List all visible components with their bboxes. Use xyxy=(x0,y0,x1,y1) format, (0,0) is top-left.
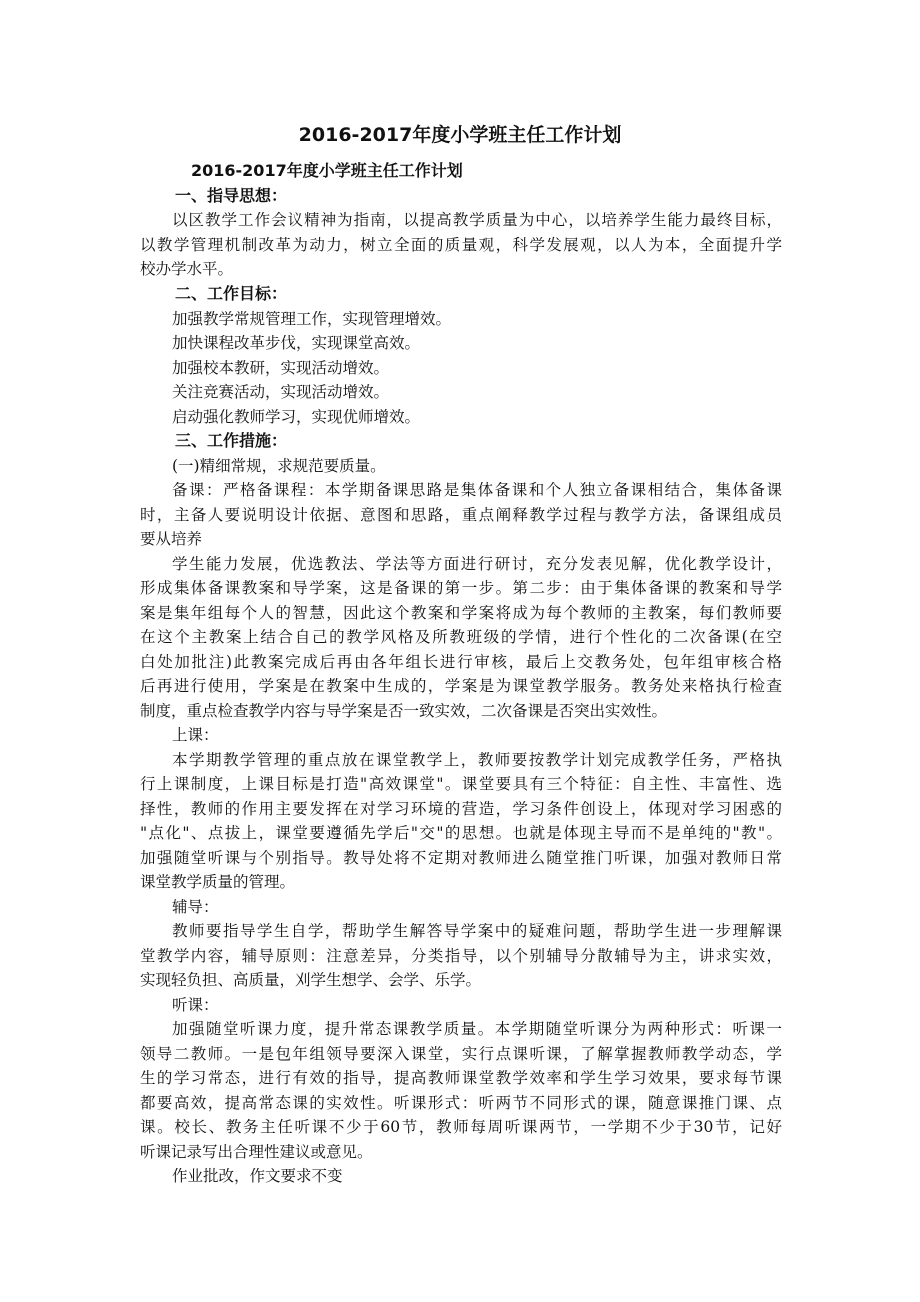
paragraph-line: 在这个主教案上结合自己的教学风格及所教班级的学情，进行个性化的二次备课(在空 xyxy=(140,628,782,646)
goal-item: 关注竞赛活动，实现活动增效。 xyxy=(172,383,390,401)
paragraph-line: 以区教学工作会议精神为指南，以提高教学质量为中心，以培养学生能力最终目标， xyxy=(172,211,782,229)
goal-item: 启动强化教师学习，实现优师增效。 xyxy=(172,408,421,426)
paragraph-line: 要从培养 xyxy=(140,530,203,548)
page-title: 2016-2017年度小学班主任工作计划 xyxy=(298,124,622,146)
section-heading-2: 二、工作目标： xyxy=(175,284,288,303)
paragraph-line: "点化"、点拔上，课堂要遵循先学后"交"的思想。也就是体现主导而不是单纯的"教"。 xyxy=(140,824,782,842)
paragraph-line: 以教学管理机制改革为动力，树立全面的质量观，科学发展观，以人为本，全面提升学 xyxy=(140,236,782,254)
goal-item: 加快课程改革步伐，实现课堂高效。 xyxy=(172,334,421,352)
paragraph-line: 课堂教学质量的管理。 xyxy=(140,873,296,891)
paragraph-line: 领导二教师。一是包年组领导要深入课堂，实行点课听课，了解掌握教师教学动态，学 xyxy=(140,1045,782,1063)
paragraph-line: 课。校长、教务主任听课不少于60节，教师每周听课两节，一学期不少于30节，记好 xyxy=(140,1118,782,1136)
subheading-observation: 听课： xyxy=(172,996,219,1014)
paragraph-line: 案是集年组每个人的智慧，因此这个教案和学案将成为每个教师的主教案，每们教师要 xyxy=(140,604,782,622)
subtitle: 2016-2017年度小学班主任工作计划 xyxy=(191,161,463,180)
subsection-heading: (一)精细常规，求规范要质量。 xyxy=(172,457,386,475)
paragraph-line: 时，主备人要说明设计依据、意图和思路，重点阐释教学过程与教学方法，备课组成员 xyxy=(140,506,782,524)
paragraph-line: 生的学习常态，进行有效的指导，提高教师课堂教学效率和学生学习效果，要求每节课 xyxy=(140,1069,782,1087)
paragraph-line: 形成集体备课教案和导学案，这是备课的第一步。第二步：由于集体备课的教案和导学 xyxy=(140,579,782,597)
paragraph-line: 本学期教学管理的重点放在课堂教学上，教师要按教学计划完成教学任务，严格执 xyxy=(172,751,782,769)
paragraph-line: 学生能力发展，优选教法、学法等方面进行研讨，充分发表见解，优化教学设计， xyxy=(172,555,782,573)
paragraph-line: 教师要指导学生自学，帮助学生解答导学案中的疑难问题，帮助学生进一步理解课 xyxy=(172,922,782,940)
paragraph-line: 作业批改，作文要求不变 xyxy=(172,1167,343,1185)
paragraph-line: 择性，教师的作用主要发挥在对学习环境的营造，学习条件创设上，体现对学习困惑的 xyxy=(140,800,782,818)
paragraph-line: 加强随堂听课与个别指导。教导处将不定期对教师进么随堂推门听课，加强对教师日常 xyxy=(140,849,782,867)
goal-item: 加强教学常规管理工作，实现管理增效。 xyxy=(172,310,452,328)
subheading-tutoring: 辅导： xyxy=(172,898,219,916)
paragraph-line: 堂教学内容，辅导原则：注意差异，分类指导，以个别辅导分散辅导为主，讲求实效， xyxy=(140,947,782,965)
paragraph-line: 行上课制度，上课目标是打造"高效课堂"。课堂要具有三个特征：自主性、丰富性、选 xyxy=(140,775,782,793)
paragraph-line: 校办学水平。 xyxy=(140,260,234,278)
paragraph-line: 听课记录写出合理性建议或意见。 xyxy=(140,1143,373,1161)
goal-item: 加强校本教研，实现活动增效。 xyxy=(172,359,390,377)
paragraph-line: 实现轻负担、高质量，刈学生想学、会学、乐学。 xyxy=(140,971,482,989)
subheading-class: 上课： xyxy=(172,726,219,744)
paragraph-line: 后再进行使用，学案是在教案中生成的，学案是为课堂教学服务。教务处来格执行检查 xyxy=(140,677,782,695)
paragraph-line: 备课：严格备课程：本学期备课思路是集体备课和个人独立备课相结合，集体备课 xyxy=(172,481,782,499)
section-heading-1: 一、指导思想： xyxy=(175,186,288,205)
section-heading-3: 三、工作措施： xyxy=(175,431,288,450)
paragraph-line: 制度，重点检查教学内容与导学案是否一致实效，二次备课是否突出实效性。 xyxy=(140,702,668,720)
paragraph-line: 加强随堂听课力度，提升常态课教学质量。本学期随堂听课分为两种形式：听课一 xyxy=(172,1020,782,1038)
paragraph-line: 都要高效，提高常态课的实效性。听课形式：听两节不同形式的课，随意课推门课、点 xyxy=(140,1094,782,1112)
paragraph-line: 白处加批注)此教案完成后再由各年组长进行审核，最后上交教务处，包年组审核合格 xyxy=(140,653,782,671)
